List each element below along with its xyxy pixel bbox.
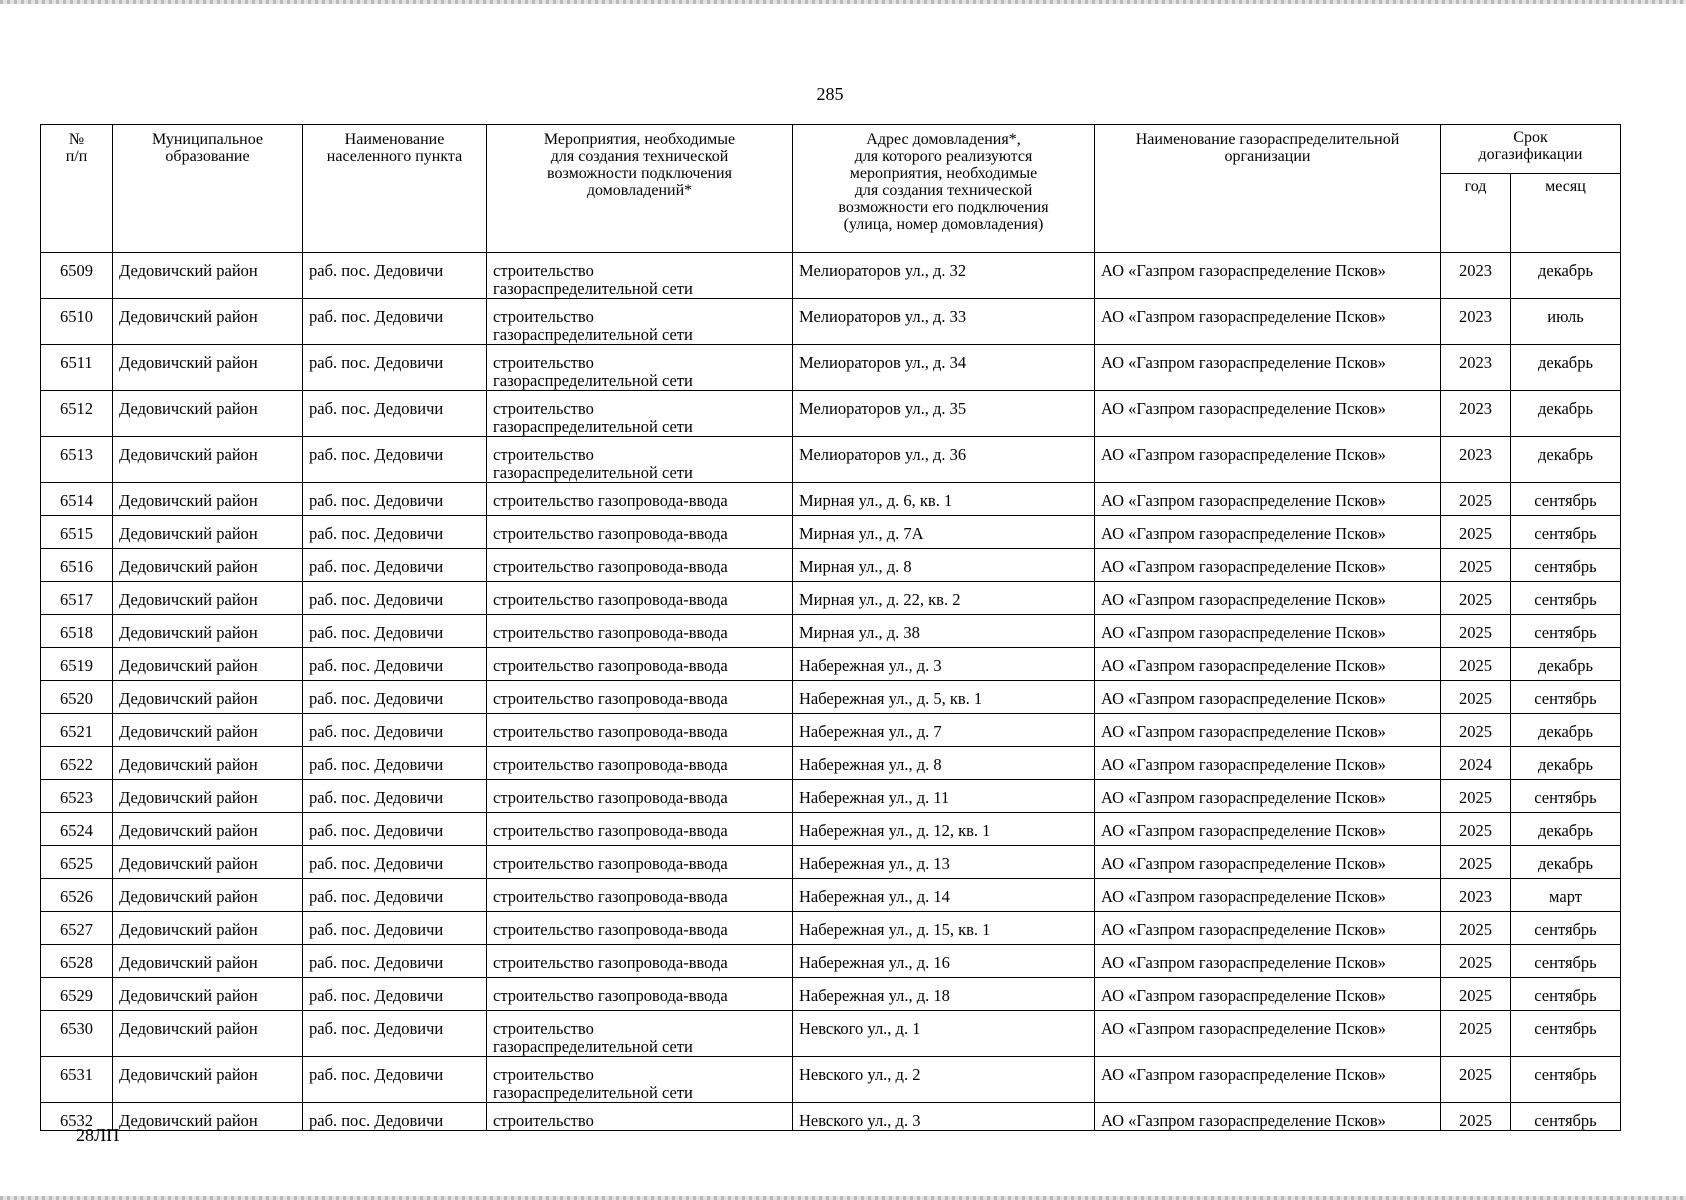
cell-year: 2025 <box>1441 780 1511 813</box>
cell-measures: строительство газопровода-ввода <box>487 714 793 747</box>
cell-organization: АО «Газпром газораспределение Псков» <box>1095 549 1441 582</box>
cell-municipality: Дедовичский район <box>113 912 303 945</box>
cell-settlement: раб. пос. Дедовичи <box>303 345 487 391</box>
cell-organization: АО «Газпром газораспределение Псков» <box>1095 978 1441 1011</box>
header-year: год <box>1441 174 1511 253</box>
cell-num: 6530 <box>41 1011 113 1057</box>
cell-num: 6509 <box>41 253 113 299</box>
cell-num: 6521 <box>41 714 113 747</box>
cell-month: декабрь <box>1511 813 1621 846</box>
cell-municipality: Дедовичский район <box>113 1011 303 1057</box>
cell-year: 2025 <box>1441 912 1511 945</box>
cell-month: сентябрь <box>1511 945 1621 978</box>
cell-municipality: Дедовичский район <box>113 813 303 846</box>
header-municipality: Муниципальное образование <box>113 125 303 253</box>
cell-measures: строительство газораспределительной сети <box>487 1057 793 1103</box>
cell-measures: строительство газопровода-ввода <box>487 879 793 912</box>
cell-num: 6526 <box>41 879 113 912</box>
cell-num: 6525 <box>41 846 113 879</box>
cell-measures: строительство газораспределительной сети <box>487 391 793 437</box>
cell-year: 2025 <box>1441 945 1511 978</box>
cell-num: 6532 <box>41 1103 113 1131</box>
table-row <box>41 648 1621 681</box>
gasification-table <box>40 124 1621 1131</box>
table-row <box>41 549 1621 582</box>
cell-measures: строительство газопровода-ввода <box>487 813 793 846</box>
header-measures: Мероприятия, необходимые для создания технической возможности подключения домовладений* <box>487 125 793 253</box>
cell-measures: строительство газопровода-ввода <box>487 945 793 978</box>
cell-municipality: Дедовичский район <box>113 780 303 813</box>
cell-settlement: раб. пос. Дедовичи <box>303 681 487 714</box>
cell-address: Набережная ул., д. 13 <box>793 846 1095 879</box>
cell-year: 2023 <box>1441 253 1511 299</box>
cell-year: 2025 <box>1441 1103 1511 1131</box>
cell-municipality: Дедовичский район <box>113 615 303 648</box>
cell-settlement: раб. пос. Дедовичи <box>303 299 487 345</box>
cell-year: 2023 <box>1441 299 1511 345</box>
cell-organization: АО «Газпром газораспределение Псков» <box>1095 813 1441 846</box>
cell-municipality: Дедовичский район <box>113 253 303 299</box>
cell-measures: строительство газопровода-ввода <box>487 648 793 681</box>
cell-address: Набережная ул., д. 18 <box>793 978 1095 1011</box>
cell-address: Мирная ул., д. 7А <box>793 516 1095 549</box>
cell-settlement: раб. пос. Дедовичи <box>303 813 487 846</box>
cell-year: 2025 <box>1441 549 1511 582</box>
cell-settlement: раб. пос. Дедовичи <box>303 747 487 780</box>
scan-edge-bottom <box>0 1196 1686 1200</box>
cell-month: декабрь <box>1511 391 1621 437</box>
cell-municipality: Дедовичский район <box>113 681 303 714</box>
cell-month: сентябрь <box>1511 549 1621 582</box>
cell-address: Мирная ул., д. 22, кв. 2 <box>793 582 1095 615</box>
cell-municipality: Дедовичский район <box>113 483 303 516</box>
cell-settlement: раб. пос. Дедовичи <box>303 912 487 945</box>
cell-settlement: раб. пос. Дедовичи <box>303 648 487 681</box>
cell-year: 2025 <box>1441 681 1511 714</box>
cell-municipality: Дедовичский район <box>113 945 303 978</box>
cell-address: Набережная ул., д. 12, кв. 1 <box>793 813 1095 846</box>
cell-address: Невского ул., д. 2 <box>793 1057 1095 1103</box>
cell-year: 2025 <box>1441 813 1511 846</box>
cell-year: 2023 <box>1441 437 1511 483</box>
cell-settlement: раб. пос. Дедовичи <box>303 516 487 549</box>
table-body <box>41 253 1621 1131</box>
cell-month: декабрь <box>1511 345 1621 391</box>
cell-organization: АО «Газпром газораспределение Псков» <box>1095 516 1441 549</box>
cell-organization: АО «Газпром газораспределение Псков» <box>1095 846 1441 879</box>
cell-num: 6528 <box>41 945 113 978</box>
cell-measures: строительство газораспределительной сети <box>487 1011 793 1057</box>
cell-num: 6511 <box>41 345 113 391</box>
cell-measures: строительство газопровода-ввода <box>487 681 793 714</box>
cell-settlement: раб. пос. Дедовичи <box>303 879 487 912</box>
table-row <box>41 253 1621 299</box>
cell-month: сентябрь <box>1511 1011 1621 1057</box>
cell-year: 2024 <box>1441 747 1511 780</box>
cell-measures: строительство газопровода-ввода <box>487 846 793 879</box>
cell-organization: АО «Газпром газораспределение Псков» <box>1095 912 1441 945</box>
cell-settlement: раб. пос. Дедовичи <box>303 483 487 516</box>
table-row <box>41 299 1621 345</box>
cell-measures: строительство газопровода-ввода <box>487 615 793 648</box>
cell-organization: АО «Газпром газораспределение Псков» <box>1095 582 1441 615</box>
table-row <box>41 345 1621 391</box>
table-row <box>41 846 1621 879</box>
table-row <box>41 681 1621 714</box>
table-row <box>41 483 1621 516</box>
page-number: 285 <box>816 84 844 104</box>
header-month: месяц <box>1511 174 1621 253</box>
cell-year: 2023 <box>1441 345 1511 391</box>
cell-num: 6524 <box>41 813 113 846</box>
table-row <box>41 1057 1621 1103</box>
cell-month: декабрь <box>1511 714 1621 747</box>
table-row <box>41 437 1621 483</box>
header-organization: Наименование газораспределительной организации <box>1095 125 1441 253</box>
cell-municipality: Дедовичский район <box>113 747 303 780</box>
cell-month: сентябрь <box>1511 483 1621 516</box>
cell-address: Мелиораторов ул., д. 36 <box>793 437 1095 483</box>
cell-num: 6517 <box>41 582 113 615</box>
cell-settlement: раб. пос. Дедовичи <box>303 1103 487 1131</box>
cell-month: декабрь <box>1511 437 1621 483</box>
cell-settlement: раб. пос. Дедовичи <box>303 1011 487 1057</box>
scan-edge-top <box>0 0 1686 4</box>
cell-measures: строительство газопровода-ввода <box>487 747 793 780</box>
table-header <box>41 125 1621 253</box>
cell-year: 2025 <box>1441 648 1511 681</box>
table-row <box>41 978 1621 1011</box>
header-address: Адрес домовладения*, для которого реализуются мероприятия, необходимые для создания технической возможности его подключения (улица, номер домовладения) <box>793 125 1095 253</box>
cell-num: 6514 <box>41 483 113 516</box>
cell-year: 2025 <box>1441 615 1511 648</box>
cell-organization: АО «Газпром газораспределение Псков» <box>1095 615 1441 648</box>
cell-month: сентябрь <box>1511 1103 1621 1131</box>
cell-settlement: раб. пос. Дедовичи <box>303 978 487 1011</box>
cell-organization: АО «Газпром газораспределение Псков» <box>1095 879 1441 912</box>
cell-address: Мелиораторов ул., д. 35 <box>793 391 1095 437</box>
cell-organization: АО «Газпром газораспределение Псков» <box>1095 391 1441 437</box>
cell-settlement: раб. пос. Дедовичи <box>303 846 487 879</box>
cell-address: Невского ул., д. 3 <box>793 1103 1095 1131</box>
cell-measures: строительство газораспределительной сети <box>487 345 793 391</box>
cell-year: 2025 <box>1441 1011 1511 1057</box>
cell-municipality: Дедовичский район <box>113 345 303 391</box>
table-row <box>41 582 1621 615</box>
cell-municipality: Дедовичский район <box>113 978 303 1011</box>
cell-organization: АО «Газпром газораспределение Псков» <box>1095 648 1441 681</box>
table-row <box>41 912 1621 945</box>
cell-measures: строительство газопровода-ввода <box>487 549 793 582</box>
cell-measures: строительство <box>487 1103 793 1131</box>
cell-measures: строительство газопровода-ввода <box>487 483 793 516</box>
cell-measures: строительство газораспределительной сети <box>487 253 793 299</box>
table-row <box>41 879 1621 912</box>
cell-month: сентябрь <box>1511 615 1621 648</box>
cell-address: Невского ул., д. 1 <box>793 1011 1095 1057</box>
cell-settlement: раб. пос. Дедовичи <box>303 780 487 813</box>
cell-settlement: раб. пос. Дедовичи <box>303 391 487 437</box>
cell-year: 2023 <box>1441 391 1511 437</box>
cell-organization: АО «Газпром газораспределение Псков» <box>1095 437 1441 483</box>
cell-month: декабрь <box>1511 253 1621 299</box>
cell-address: Мирная ул., д. 38 <box>793 615 1095 648</box>
cell-organization: АО «Газпром газораспределение Псков» <box>1095 345 1441 391</box>
cell-organization: АО «Газпром газораспределение Псков» <box>1095 1103 1441 1131</box>
table-row <box>41 516 1621 549</box>
cell-organization: АО «Газпром газораспределение Псков» <box>1095 780 1441 813</box>
cell-year: 2025 <box>1441 483 1511 516</box>
cell-year: 2023 <box>1441 879 1511 912</box>
cell-organization: АО «Газпром газораспределение Псков» <box>1095 299 1441 345</box>
table-row <box>41 945 1621 978</box>
cell-address: Набережная ул., д. 5, кв. 1 <box>793 681 1095 714</box>
cell-organization: АО «Газпром газораспределение Псков» <box>1095 483 1441 516</box>
cell-municipality: Дедовичский район <box>113 582 303 615</box>
cell-organization: АО «Газпром газораспределение Псков» <box>1095 714 1441 747</box>
header-num: № п/п <box>41 125 113 253</box>
cell-municipality: Дедовичский район <box>113 516 303 549</box>
footer-code: 28ЛП <box>76 1125 120 1145</box>
cell-municipality: Дедовичский район <box>113 437 303 483</box>
table-row <box>41 1011 1621 1057</box>
cell-num: 6531 <box>41 1057 113 1103</box>
cell-month: сентябрь <box>1511 582 1621 615</box>
cell-num: 6518 <box>41 615 113 648</box>
cell-num: 6510 <box>41 299 113 345</box>
cell-municipality: Дедовичский район <box>113 648 303 681</box>
cell-organization: АО «Газпром газораспределение Псков» <box>1095 681 1441 714</box>
cell-num: 6529 <box>41 978 113 1011</box>
cell-month: сентябрь <box>1511 516 1621 549</box>
cell-year: 2025 <box>1441 516 1511 549</box>
cell-settlement: раб. пос. Дедовичи <box>303 1057 487 1103</box>
cell-month: март <box>1511 879 1621 912</box>
cell-month: сентябрь <box>1511 912 1621 945</box>
cell-num: 6512 <box>41 391 113 437</box>
cell-year: 2025 <box>1441 1057 1511 1103</box>
cell-municipality: Дедовичский район <box>113 879 303 912</box>
cell-address: Набережная ул., д. 15, кв. 1 <box>793 912 1095 945</box>
cell-municipality: Дедовичский район <box>113 549 303 582</box>
cell-month: сентябрь <box>1511 1057 1621 1103</box>
cell-municipality: Дедовичский район <box>113 714 303 747</box>
cell-measures: строительство газораспределительной сети <box>487 437 793 483</box>
cell-month: декабрь <box>1511 747 1621 780</box>
cell-address: Набережная ул., д. 11 <box>793 780 1095 813</box>
cell-address: Мирная ул., д. 8 <box>793 549 1095 582</box>
cell-address: Набережная ул., д. 8 <box>793 747 1095 780</box>
cell-measures: строительство газопровода-ввода <box>487 582 793 615</box>
cell-year: 2025 <box>1441 978 1511 1011</box>
cell-address: Набережная ул., д. 7 <box>793 714 1095 747</box>
cell-month: декабрь <box>1511 648 1621 681</box>
cell-month: сентябрь <box>1511 978 1621 1011</box>
cell-address: Набережная ул., д. 14 <box>793 879 1095 912</box>
cell-address: Набережная ул., д. 16 <box>793 945 1095 978</box>
cell-year: 2025 <box>1441 714 1511 747</box>
table-row <box>41 813 1621 846</box>
cell-month: июль <box>1511 299 1621 345</box>
cell-address: Мелиораторов ул., д. 32 <box>793 253 1095 299</box>
cell-organization: АО «Газпром газораспределение Псков» <box>1095 253 1441 299</box>
cell-num: 6516 <box>41 549 113 582</box>
cell-address: Мелиораторов ул., д. 33 <box>793 299 1095 345</box>
table-row <box>41 780 1621 813</box>
cell-organization: АО «Газпром газораспределение Псков» <box>1095 1057 1441 1103</box>
cell-settlement: раб. пос. Дедовичи <box>303 253 487 299</box>
cell-measures: строительство газопровода-ввода <box>487 912 793 945</box>
cell-measures: строительство газопровода-ввода <box>487 780 793 813</box>
cell-organization: АО «Газпром газораспределение Псков» <box>1095 1011 1441 1057</box>
cell-measures: строительство газопровода-ввода <box>487 516 793 549</box>
cell-settlement: раб. пос. Дедовичи <box>303 437 487 483</box>
cell-num: 6519 <box>41 648 113 681</box>
cell-organization: АО «Газпром газораспределение Псков» <box>1095 945 1441 978</box>
cell-address: Мелиораторов ул., д. 34 <box>793 345 1095 391</box>
cell-organization: АО «Газпром газораспределение Псков» <box>1095 747 1441 780</box>
cell-address: Набережная ул., д. 3 <box>793 648 1095 681</box>
cell-num: 6515 <box>41 516 113 549</box>
cell-num: 6513 <box>41 437 113 483</box>
cell-month: сентябрь <box>1511 681 1621 714</box>
cell-municipality: Дедовичский район <box>113 391 303 437</box>
cell-year: 2025 <box>1441 846 1511 879</box>
table-row <box>41 714 1621 747</box>
cell-measures: строительство газораспределительной сети <box>487 299 793 345</box>
cell-num: 6527 <box>41 912 113 945</box>
table-row <box>41 747 1621 780</box>
cell-municipality: Дедовичский район <box>113 1057 303 1103</box>
header-deadline: Срок догазификации <box>1441 125 1621 174</box>
cell-municipality: Дедовичский район <box>113 846 303 879</box>
cell-settlement: раб. пос. Дедовичи <box>303 714 487 747</box>
cell-settlement: раб. пос. Дедовичи <box>303 549 487 582</box>
cell-municipality: Дедовичский район <box>113 299 303 345</box>
header-settlement: Наименование населенного пункта <box>303 125 487 253</box>
cell-month: сентябрь <box>1511 780 1621 813</box>
cell-municipality: Дедовичский район <box>113 1103 303 1131</box>
cell-month: декабрь <box>1511 846 1621 879</box>
table-row <box>41 1103 1621 1131</box>
cell-year: 2025 <box>1441 582 1511 615</box>
table-row <box>41 391 1621 437</box>
cell-measures: строительство газопровода-ввода <box>487 978 793 1011</box>
cell-num: 6522 <box>41 747 113 780</box>
cell-settlement: раб. пос. Дедовичи <box>303 582 487 615</box>
cell-settlement: раб. пос. Дедовичи <box>303 615 487 648</box>
cell-num: 6520 <box>41 681 113 714</box>
cell-num: 6523 <box>41 780 113 813</box>
cell-settlement: раб. пос. Дедовичи <box>303 945 487 978</box>
table-row <box>41 615 1621 648</box>
cell-address: Мирная ул., д. 6, кв. 1 <box>793 483 1095 516</box>
